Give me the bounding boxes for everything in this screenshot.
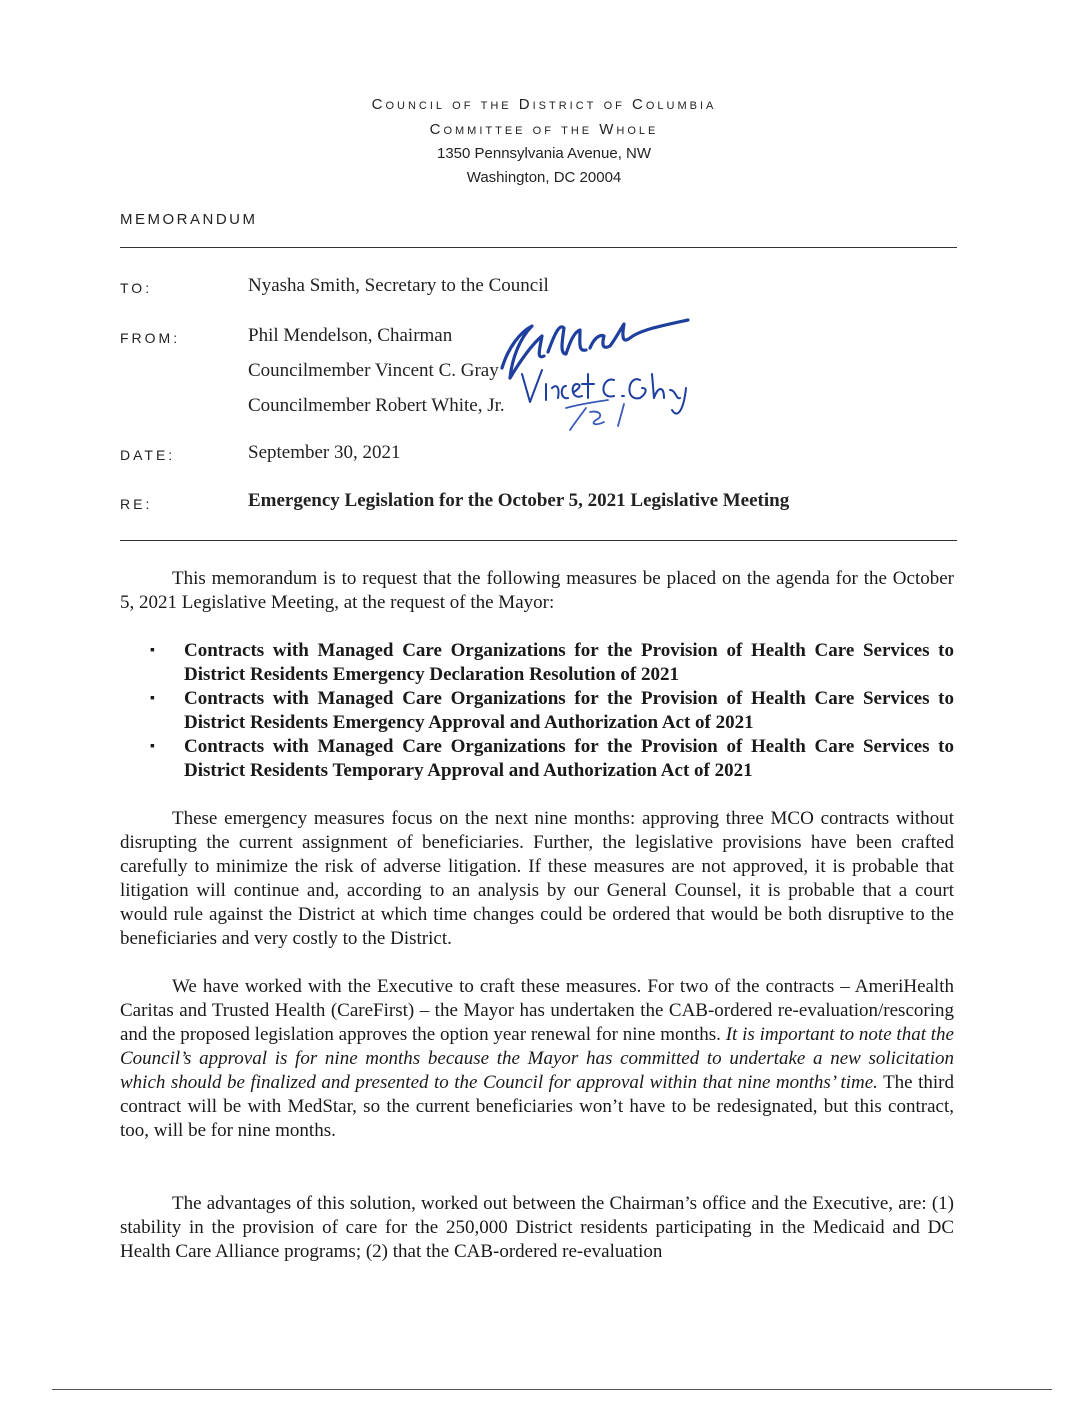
from-value-2: Councilmember Vincent C. Gray — [248, 360, 499, 381]
paragraph-4-text: The advantages of this solution, worked out between the Chairman’s office and the Executive, are: (1) stability in the provision of care for the 250,000 District residents participating in the Medicaid and DC Health Care Alliance programs; (2) that the CAB-ordered re-evaluation — [120, 1193, 954, 1262]
paragraph-3-text — [120, 975, 954, 1143]
header-top-rule — [120, 247, 957, 248]
signature-gray — [522, 370, 686, 414]
from-value-1: Phil Mendelson, Chairman — [248, 325, 453, 346]
date-label: DATE: — [120, 447, 176, 463]
header-bottom-rule — [120, 540, 957, 541]
committee-name: Committee of the Whole — [429, 121, 659, 138]
bullet-icon: ▪ — [150, 643, 155, 658]
paragraph-3 — [120, 975, 954, 1143]
to-label: TO: — [120, 280, 153, 296]
memo-title: MEMORANDUM — [120, 211, 258, 228]
paragraph-3-part-b: The third contract will be with MedStar, so the current beneficiaries won’t have to be redesignated, but this contract, too, will be for nine months. — [120, 1072, 954, 1141]
from-value-3: Councilmember Robert White, Jr. — [248, 395, 505, 416]
measure-text: Contracts with Managed Care Organizations for the Provision of Health Care Services to District Residents Emergency Approval and Authorization Act of 2021 — [184, 688, 954, 733]
paragraph-4 — [120, 1192, 954, 1264]
address-line-2: Washington, DC 20004 — [466, 169, 622, 186]
date-value: September 30, 2021 — [248, 442, 401, 463]
re-label: RE: — [120, 496, 153, 512]
bullet-icon: ▪ — [150, 739, 155, 754]
measures-list — [150, 639, 954, 783]
measure-text: Contracts with Managed Care Organizations for the Provision of Health Care Services to District Residents Temporary Approval and Authorization Act of 2021 — [184, 736, 954, 781]
council-name: Council of the District of Columbia — [371, 96, 717, 113]
letterhead — [0, 92, 1088, 190]
to-value: Nyasha Smith, Secretary to the Council — [248, 275, 549, 296]
measure-text: Contracts with Managed Care Organizations for the Provision of Health Care Services to District Residents Emergency Declaration Resolution of 2021 — [184, 640, 954, 685]
from-label: FROM: — [120, 330, 181, 346]
paragraph-2-text: These emergency measures focus on the next nine months: approving three MCO contracts without disrupting the current assignment of beneficiaries. Further, the legislative provisions have been crafted carefully to minimize the risk of adverse litigation. If these measures are not approved, it is probable that litigation will continue and, according to an analysis by our General Counsel, it is probable that a court would rule against the District at which time changes could be ordered that would be both disruptive to the beneficiaries and very costly to the District. — [120, 808, 954, 949]
paragraph-2 — [120, 807, 954, 951]
signature-white — [566, 400, 624, 430]
measure-item — [150, 735, 954, 783]
handwritten-signatures — [490, 308, 710, 433]
measure-item — [150, 687, 954, 735]
address-line-1: 1350 Pennsylvania Avenue, NW — [436, 145, 652, 162]
paragraph-3-italic: It is important to note that the Council’s approval is for nine months because the Mayor has committed to undertake a new solicitation which should be finalized and presented to the Council for approval within that nine months’ time. — [120, 1024, 954, 1093]
measure-item — [150, 639, 954, 687]
page-bottom-rule — [52, 1389, 1052, 1390]
signature-mendelson — [502, 320, 688, 378]
intro-text: This memorandum is to request that the following measures be placed on the agenda for the October 5, 2021 Legislative Meeting, at the request of the Mayor: — [120, 568, 954, 613]
paragraph-3-part-a: We have worked with the Executive to craft these measures. For two of the contracts – AmeriHealth Caritas and Trusted Health (CareFirst) – the Mayor has undertaken the CAB-ordered re-evaluation/rescoring and the proposed legislation approves the option year renewal for nine months. — [120, 976, 954, 1045]
intro-paragraph — [120, 567, 954, 615]
bullet-icon: ▪ — [150, 691, 155, 706]
re-value: Emergency Legislation for the October 5, 2021 Legislative Meeting — [248, 490, 790, 511]
